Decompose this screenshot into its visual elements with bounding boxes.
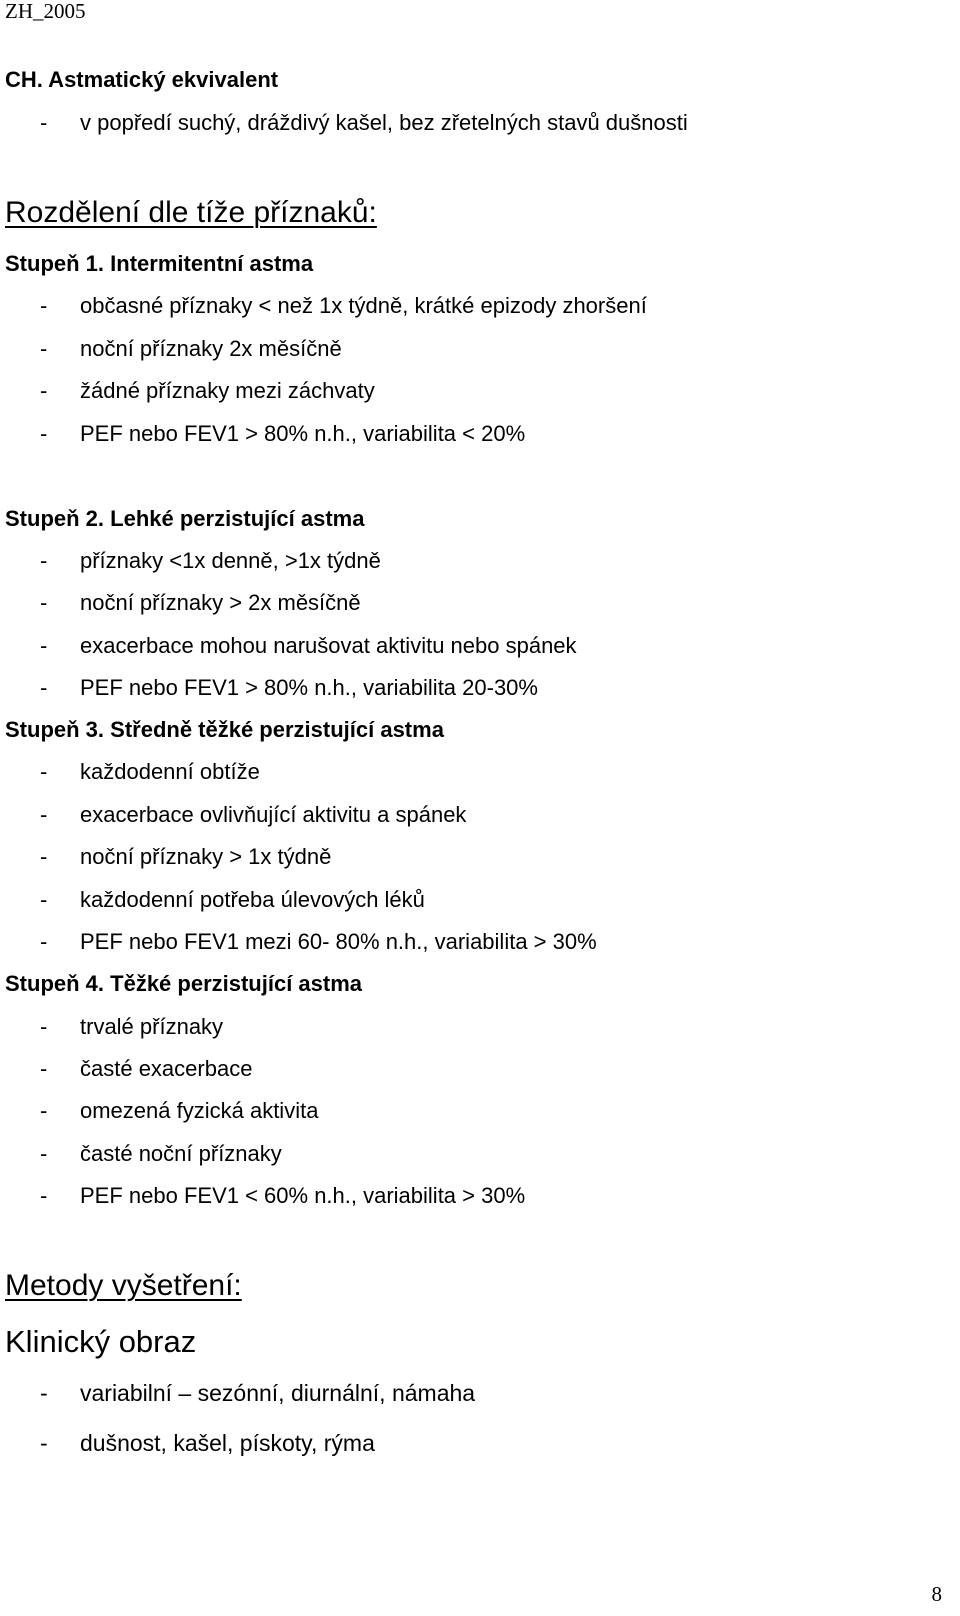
list-item: - trvalé příznaky (40, 1014, 224, 1039)
list-item: - PEF nebo FEV1 > 80% n.h., variabilita 20-30% (40, 675, 538, 700)
list-item: - variabilní – sezónní, diurnální, námaha (40, 1380, 476, 1406)
list-item: - PEF nebo FEV1 mezi 60- 80% n.h., variabilita > 30% (40, 929, 597, 954)
stage-3-heading: Stupeň 3. Středně těžké perzistující astma (5, 717, 444, 742)
document-code: ZH_2005 (5, 0, 86, 23)
list-item: - každodenní obtíže (40, 759, 260, 784)
list-item: - noční příznaky > 2x měsíčně (40, 590, 361, 615)
heading-rozdeleni: Rozdělení dle tíže příznaků: (5, 196, 377, 229)
page-number: 8 (931, 1582, 942, 1606)
list-item: - časté exacerbace (40, 1056, 253, 1081)
list-item: - v popředí suchý, dráždivý kašel, bez zřetelných stavů dušnosti (40, 110, 688, 135)
list-item: - časté noční příznaky (40, 1141, 282, 1166)
list-item: - příznaky <1x denně, >1x týdně (40, 548, 381, 573)
stage-1-heading: Stupeň 1. Intermitentní astma (5, 251, 314, 276)
heading-klinicky-obraz: Klinický obraz (5, 1324, 197, 1359)
list-item: - PEF nebo FEV1 > 80% n.h., variabilita < 20% (40, 421, 526, 446)
section-title-ch: CH. Astmatický ekvivalent (5, 67, 279, 92)
list-item: - občasné příznaky < než 1x týdně, krátké epizody zhoršení (40, 293, 647, 318)
heading-metody: Metody vyšetření: (5, 1269, 242, 1302)
list-item: - noční příznaky 2x měsíčně (40, 336, 342, 361)
stage-4-heading: Stupeň 4. Těžké perzistující astma (5, 971, 363, 996)
list-item: - exacerbace ovlivňující aktivitu a spánek (40, 802, 467, 827)
list-item: - noční příznaky > 1x týdně (40, 844, 332, 869)
stage-2-heading: Stupeň 2. Lehké perzistující astma (5, 506, 365, 531)
list-item: - dušnost, kašel, pískoty, rýma (40, 1430, 375, 1456)
list-item: - omezená fyzická aktivita (40, 1098, 319, 1123)
list-item: - každodenní potřeba úlevových léků (40, 887, 425, 912)
list-item: - žádné příznaky mezi záchvaty (40, 378, 375, 403)
list-item: - exacerbace mohou narušovat aktivitu nebo spánek (40, 633, 577, 658)
list-item: - PEF nebo FEV1 < 60% n.h., variabilita > 30% (40, 1183, 526, 1208)
